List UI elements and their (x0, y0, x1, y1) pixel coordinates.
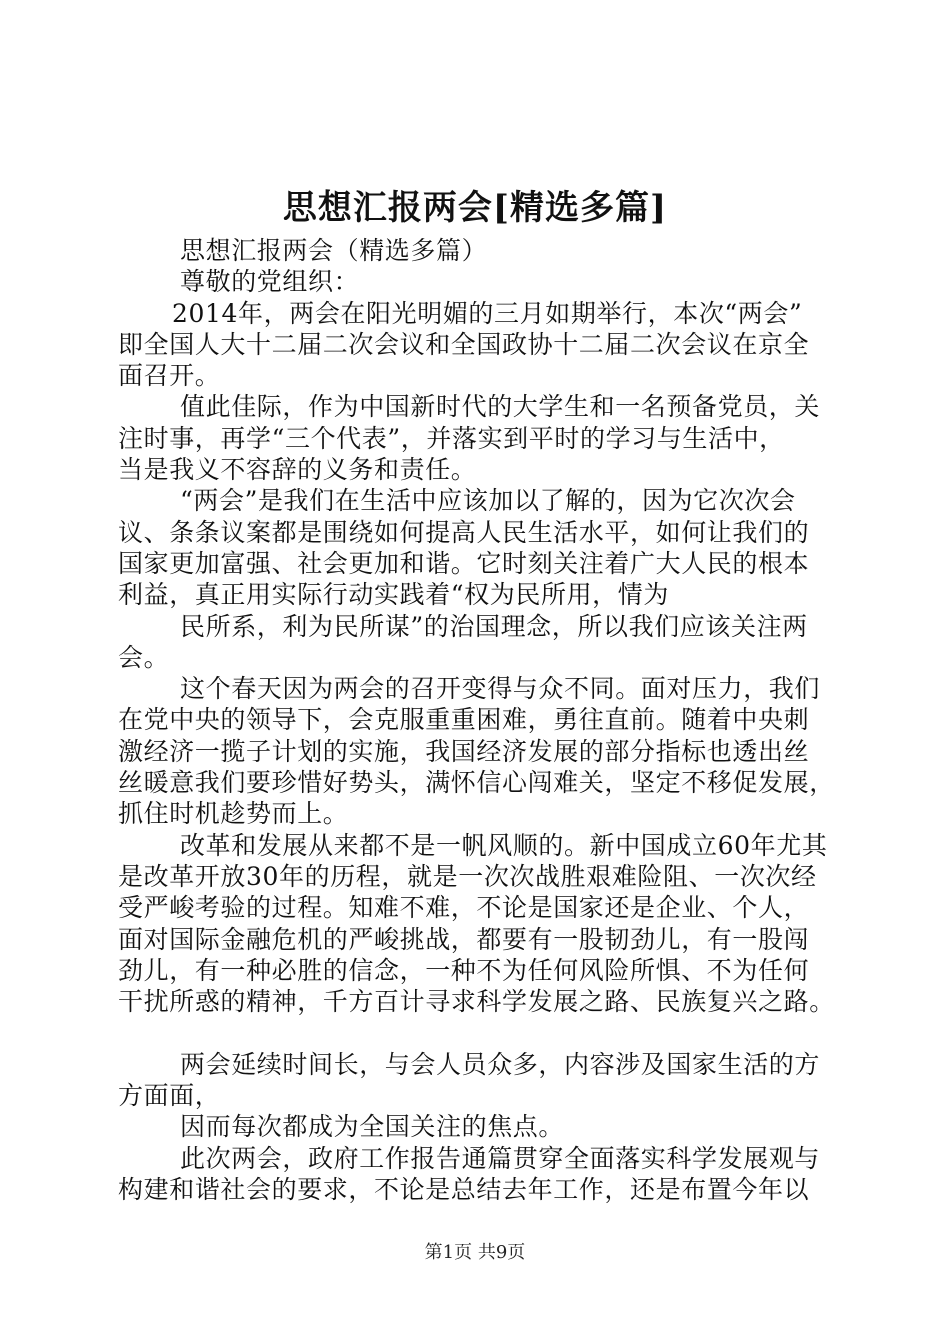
paragraph-line: 国家更加富强、社会更加和谐。它时刻关注着广大人民的根本 (118, 548, 810, 578)
document-body (118, 235, 840, 1205)
paragraph-line: 因而每次都成为全国关注的焦点。 (180, 1112, 565, 1142)
paragraph-line: 会。 (118, 642, 170, 672)
paragraph-line: 此次两会，政府工作报告通篇贯穿全面落实科学发展观与 (180, 1143, 821, 1173)
paragraph-line: 改革和发展从来都不是一帆风顺的。新中国成立60年尤其 (180, 830, 828, 860)
paragraph-line: 受严峻考验的过程。知难不难，不论是国家还是企业、个人， (118, 893, 810, 923)
document-title: 思想汇报两会[精选多篇] (282, 188, 668, 228)
paragraph-line: 尊敬的党组织： (180, 267, 360, 297)
paragraph-line: 议、条条议案都是围绕如何提高人民生活水平，如何让我们的 (118, 517, 810, 547)
paragraph-line: 劲儿，有一种必胜的信念，一种不为任何风险所惧、不为任何 (118, 955, 810, 985)
paragraph-line: 抓住时机趁势而上。 (118, 799, 349, 829)
paragraph-line: 民所系，利为民所谋”的治国理念，所以我们应该关注两 (180, 611, 808, 641)
paragraph-line: 思想汇报两会（精选多篇） (180, 236, 488, 265)
paragraph-line: 即全国人大十二届二次会议和全国政协十二届二次会议在京全 (118, 329, 810, 359)
paragraph-line: 利益，真正用实际行动实践着“权为民所用，情为 (118, 580, 669, 610)
page-number: 第1页 共9页 (424, 1242, 526, 1263)
paragraph-line: 构建和谐社会的要求，不论是总结去年工作，还是布置今年以 (118, 1174, 810, 1204)
paragraph-line: 两会延续时间长，与会人员众多，内容涉及国家生活的方 (180, 1049, 821, 1079)
paragraph-line: 丝暖意我们要珍惜好势头，满怀信心闯难关，坚定不移促发展， (118, 768, 835, 798)
paragraph-line: 激经济一揽子计划的实施，我国经济发展的部分指标也透出丝 (118, 736, 810, 766)
paragraph-line: 这个春天因为两会的召开变得与众不同。面对压力，我们 (180, 674, 821, 704)
paragraph-line: 方面面， (118, 1081, 221, 1111)
paragraph-line: 是改革开放30年的历程，就是一次次战胜艰难险阻、一次次经 (118, 861, 817, 891)
paragraph-line: 注时事，再学“三个代表”，并落实到平时的学习与生活中， (118, 423, 785, 453)
paragraph-line: 当是我义不容辞的义务和责任。 (118, 455, 477, 485)
paragraph-line: 面对国际金融危机的严峻挑战，都要有一股韧劲儿，有一股闯 (118, 924, 810, 954)
paragraph-line: 在党中央的领导下，会克服重重困难，勇往直前。随着中央刺 (118, 705, 810, 735)
paragraph-line: 干扰所惑的精神，千方百计寻求科学发展之路、民族复兴之路。 (118, 987, 835, 1017)
paragraph-line: 面召开。 (118, 361, 221, 391)
paragraph-line: 2014年，两会在阳光明媚的三月如期举行，本次“两会” (172, 298, 803, 328)
paragraph-line: “两会”是我们在生活中应该加以了解的，因为它次次会 (180, 486, 796, 516)
blank-line (118, 1017, 840, 1048)
paragraph-line: 值此佳际，作为中国新时代的大学生和一名预备党员，关 (180, 392, 821, 422)
